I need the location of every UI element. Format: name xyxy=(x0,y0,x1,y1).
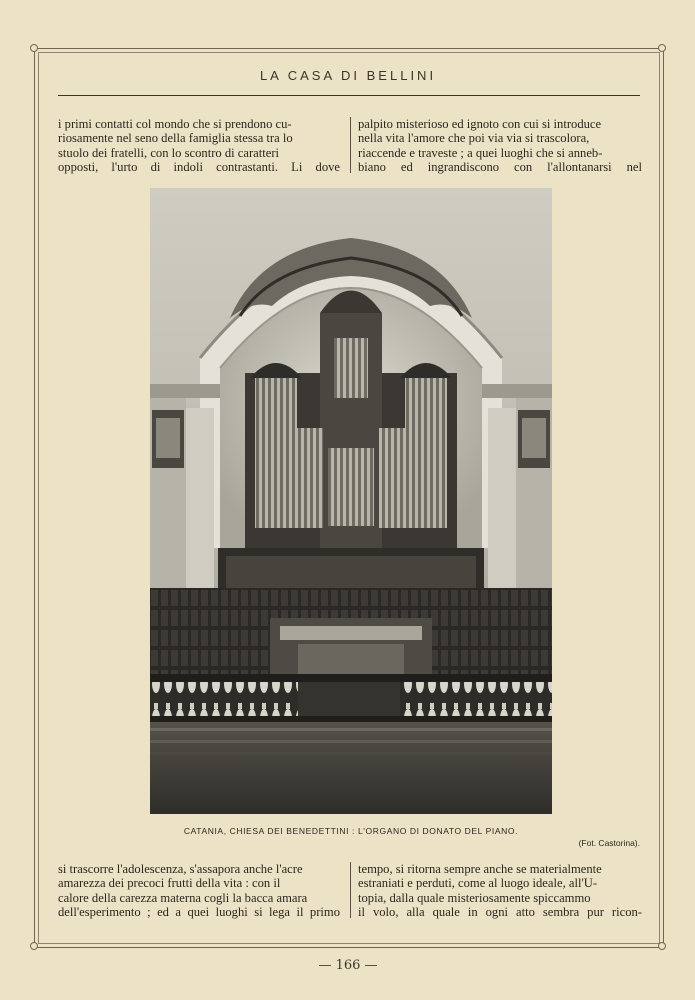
top-right-column xyxy=(358,117,642,174)
organ-photograph xyxy=(150,188,552,814)
text-line: amarezza dei precoci frutti della vita : con il xyxy=(58,876,281,891)
text-line: stuolo dei fratelli, con lo scontro di caratteri xyxy=(58,145,280,160)
text-line: biano ed ingrandiscono con l'allontanarsi nel xyxy=(358,159,642,174)
text-line: opposti, l'urto di indoli contrastanti. Li dove xyxy=(58,159,340,174)
corner-ornament-bottom-right xyxy=(658,942,666,950)
header-rule xyxy=(58,95,640,96)
text-line: palpito misterioso ed ignoto con cui si introduce xyxy=(358,117,602,131)
text-line: nella vita l'amore che poi via via si trascolora, xyxy=(358,131,590,146)
page-number: — 166 — xyxy=(318,958,378,973)
text-line: dell'esperimento ; ed a quei luoghi si lega il primo xyxy=(58,904,340,919)
text-line: riosamente nel seno della famiglia stessa tra lo xyxy=(58,131,293,146)
bottom-right-column xyxy=(358,862,642,919)
photo-credit: (Fot. Castorina). xyxy=(578,838,640,848)
column-divider-bottom xyxy=(350,862,351,918)
text-line: i primi contatti col mondo che si prendono cu- xyxy=(58,117,292,131)
text-line: si trascorre l'adolescenza, s'assapora anche l'acre xyxy=(58,862,303,876)
bottom-left-column xyxy=(58,862,340,919)
column-divider-top xyxy=(350,117,351,173)
text-line: estraniati e perduti, come al luogo ideale, all'U- xyxy=(358,876,598,891)
text-line: calore della carezza materna cogli la bacca amara xyxy=(58,890,308,905)
corner-ornament-top-left xyxy=(30,44,38,52)
corner-ornament-top-right xyxy=(658,44,666,52)
text-line: tempo, si ritorna sempre anche se materialmente xyxy=(358,862,602,876)
top-left-column xyxy=(58,117,340,174)
corner-ornament-bottom-left xyxy=(30,942,38,950)
running-title: LA CASA DI BELLINI xyxy=(259,68,437,83)
text-line: il volo, alla quale in ogni atto sembra pur ricon- xyxy=(358,904,642,919)
text-line: riaccende e traveste ; a quei luoghi che si anneb- xyxy=(358,145,603,160)
figure-caption: CATANIA, CHIESA DEI BENEDETTINI : L'ORGANO DI DONATO DEL PIANO. xyxy=(183,826,519,836)
text-line: topia, dalla quale misteriosamente spiccammo xyxy=(358,890,591,905)
